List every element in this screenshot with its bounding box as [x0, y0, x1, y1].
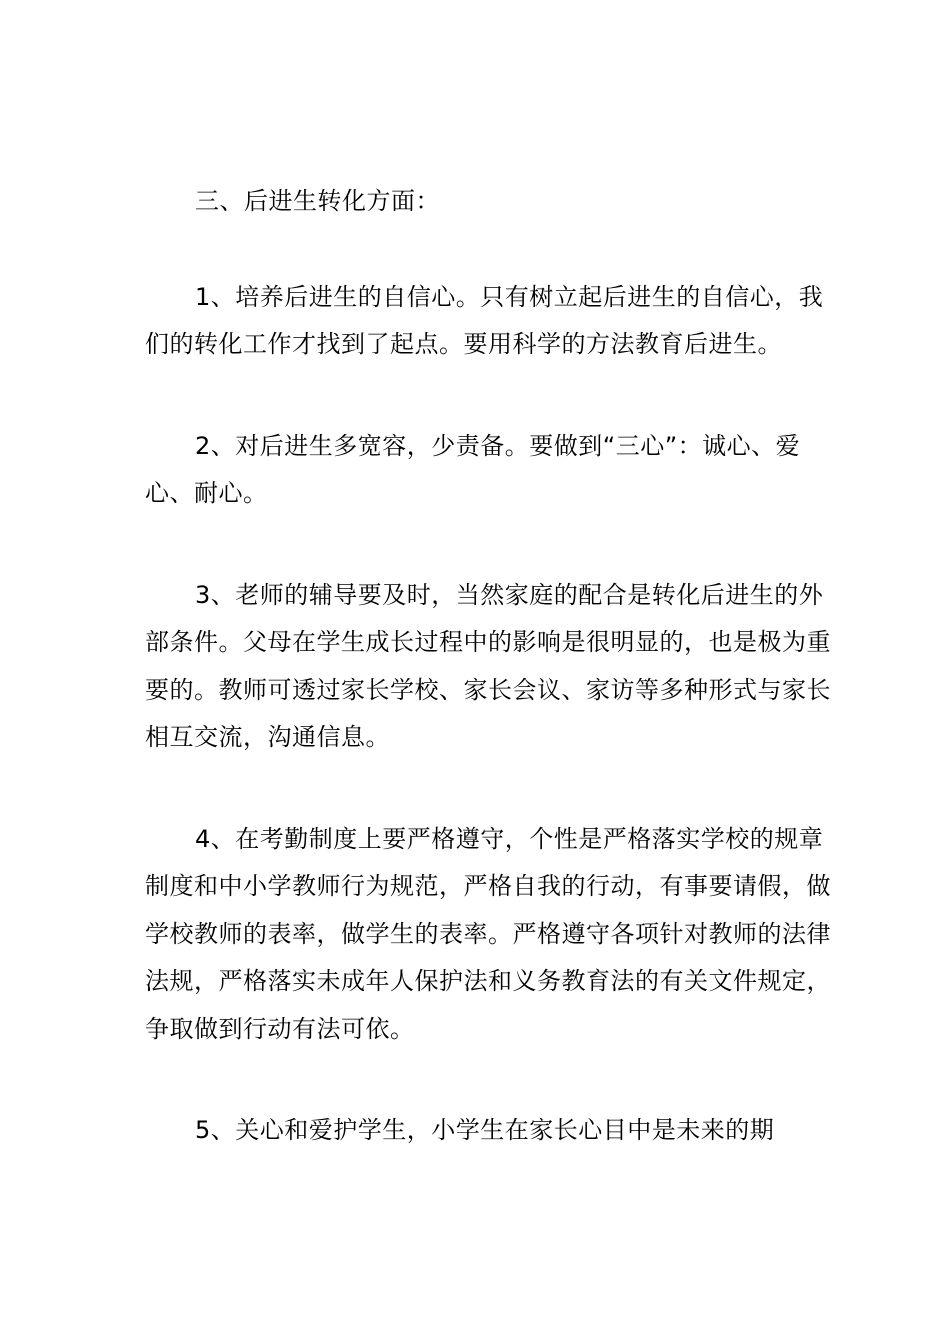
- paragraph-2: 2、对后进生多宽容，少责备。要做到“三心”：诚心、爱心、耐心。: [145, 431, 801, 507]
- paragraph-3: 3、老师的辅导要及时，当然家庭的配合是转化后进生的外部条件。父母在学生成长过程中的影响是很明显的，也是极为重要的。教师可透过家长学校、家长会议、家访等多种形式与家长相互交流，沟通信息。: [145, 580, 831, 751]
- section-heading: 三、后进生转化方面：: [195, 187, 440, 215]
- document-body: [145, 178, 835, 1155]
- paragraph-5: 5、关心和爱护学生，小学生在家长心目中是未来的期: [195, 1116, 775, 1144]
- paragraph-1: 1、培养后进生的自信心。只有树立起后进生的自信心，我们的转化工作才找到了起点。要用科学的方法教育后进生。: [145, 282, 824, 358]
- paragraph-4: 4、在考勤制度上要严格遵守，个性是严格落实学校的规章制度和中小学教师行为规范，严格自我的行动，有事要请假，做学校教师的表率，做学生的表率。严格遵守各项针对教师的法律法规，严格落实未成年人保护法和义务教育法的有关文件规定，争取做到行动有法可依。: [145, 824, 831, 1043]
